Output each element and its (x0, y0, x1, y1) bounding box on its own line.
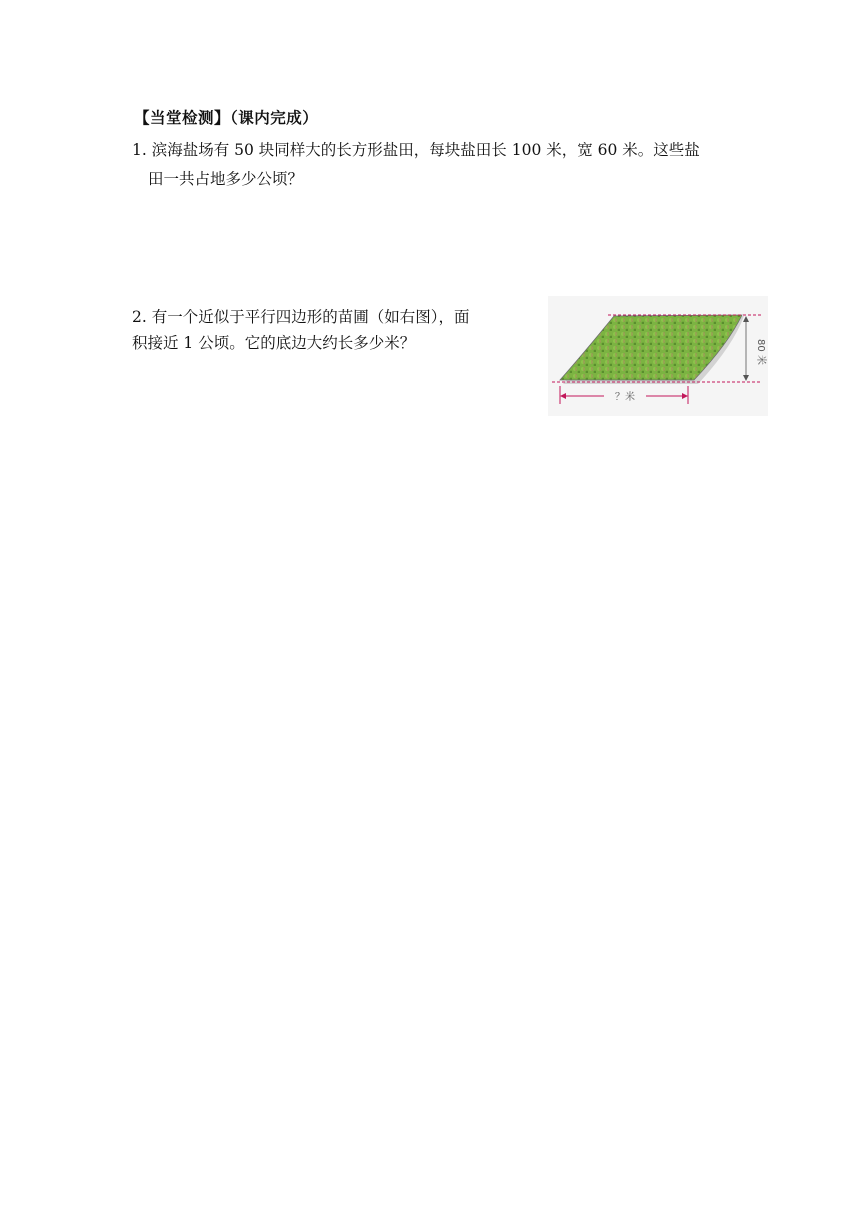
parallelogram-nursery-illustration (548, 296, 768, 416)
question-1 (132, 136, 742, 194)
base-label: ？米 (615, 392, 635, 403)
question-1-line-2: 田一共占地多少公顷？ (148, 170, 304, 188)
question-2 (132, 304, 527, 356)
height-label: 80 米 (755, 339, 766, 365)
question-2-line-2: 积接近 1 公顷。它的底边大约长多少米？ (132, 334, 416, 352)
nursery-figure (548, 296, 768, 416)
question-1-line-1: 1. 滨海盐场有 50 块同样大的长方形盐田，每块盐田长 100 米，宽 60 米。这些盐 (132, 141, 700, 159)
section-heading: 【当堂检测】（课内完成） (134, 109, 319, 127)
question-2-line-1: 2. 有一个近似于平行四边形的苗圃（如右图），面 (132, 308, 470, 326)
